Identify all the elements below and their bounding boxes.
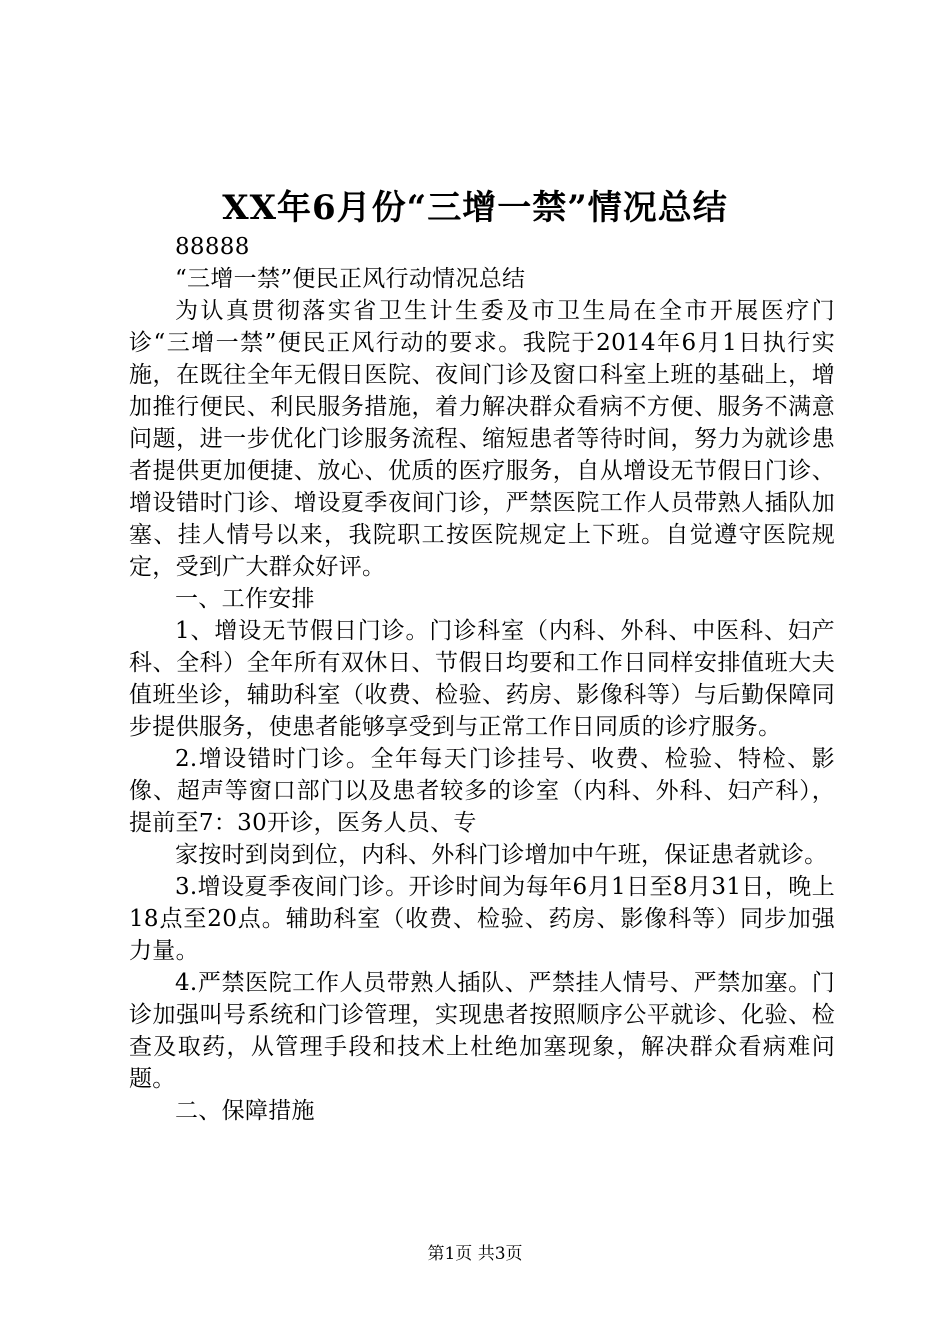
paragraph-item-4: 4.严禁医院工作人员带熟人插队、严禁挂人情号、严禁加塞。门诊加强叫号系统和门诊管理，实现患者按照顺序公平就诊、化验、检查及取药，从管理手段和技术上杜绝加塞现象，解决群众看病难问题。 <box>129 970 835 1092</box>
document-body <box>129 231 835 1127</box>
page-footer: 第1页 共3页 <box>427 1244 523 1264</box>
document-title: XX年6月份“三增一禁”情况总结 <box>222 188 728 228</box>
section-heading-work-arrangement: 一、工作安排 <box>175 586 315 612</box>
section-heading-safeguards: 二、保障措施 <box>175 1098 315 1124</box>
paragraph-subtitle: “三增一禁”便民正风行动情况总结 <box>175 266 526 292</box>
paragraph-item-2-continued: 家按时到岗到位，内科、外科门诊增加中午班，保证患者就诊。 <box>175 842 828 868</box>
paragraph-item-3: 3.增设夏季夜间门诊。开诊时间为每年6月1日至8月31日，晚上18点至20点。辅助科室（收费、检验、药房、影像科等）同步加强力量。 <box>129 874 835 964</box>
paragraph-intro: 为认真贯彻落实省卫生计生委及市卫生局在全市开展医疗门诊“三增一禁”便民正风行动的要求。我院于2014年6月1日执行实施，在既往全年无假日医院、夜间门诊及窗口科室上班的基础上，增加推行便民、利民服务措施，着力解决群众看病不方便、服务不满意问题，进一步优化门诊服务流程、缩短患者等待时间，努力为就诊患者提供更加便捷、放心、优质的医疗服务，自从增设无节假日门诊、增设错时门诊、增设夏季夜间门诊，严禁医院工作人员带熟人插队加塞、挂人情号以来，我院职工按医院规定上下班。自觉遵守医院规定，受到广大群众好评。 <box>129 298 835 580</box>
paragraph-code: 88888 <box>175 234 250 260</box>
paragraph-item-1: 1、增设无节假日门诊。门诊科室（内科、外科、中医科、妇产科、全科）全年所有双休日、节假日均要和工作日同样安排值班大夫值班坐诊，辅助科室（收费、检验、药房、影像科等）与后勤保障同步提供服务，使患者能够享受到与正常工作日同质的诊疗服务。 <box>129 618 835 740</box>
paragraph-item-2: 2.增设错时门诊。全年每天门诊挂号、收费、检验、特检、影像、超声等窗口部门以及患者较多的诊室（内科、外科、妇产科），提前至7：30开诊，医务人员、专 <box>129 746 835 836</box>
